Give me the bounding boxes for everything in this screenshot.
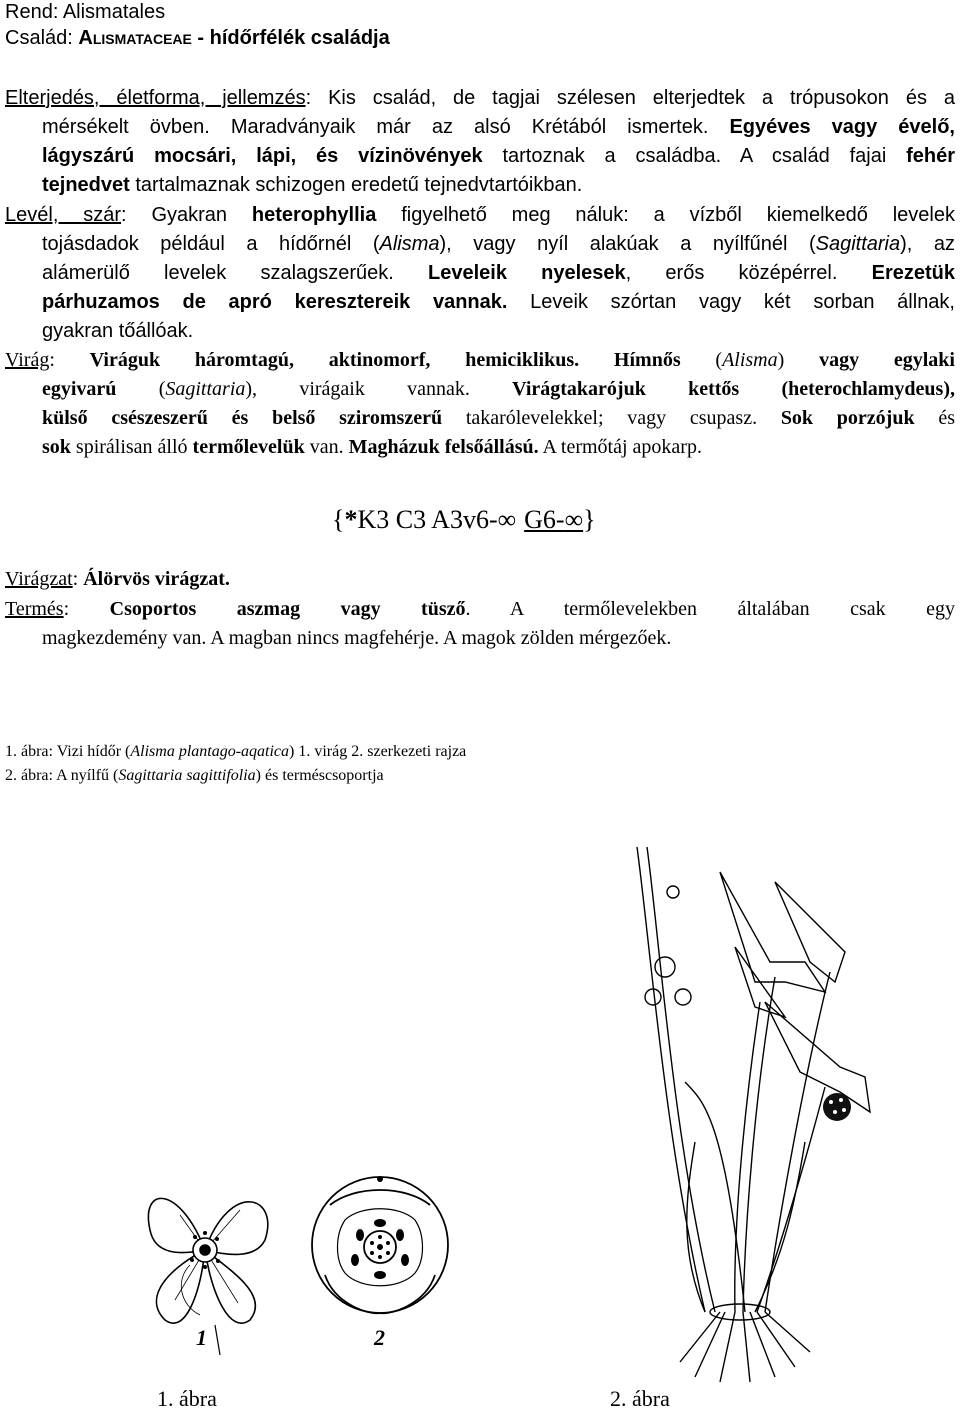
leaf-text-3d: Erezetük xyxy=(871,262,955,284)
infinity-icon: ∞ xyxy=(564,505,584,534)
distribution-text-3a: lágyszárú mocsári, lápi, és vízinövények xyxy=(42,145,483,167)
figure-caption-1: 1. ábra xyxy=(157,1386,217,1411)
flower-text-1c: ( xyxy=(680,349,723,371)
flower-line-1: Virág: Viráguk háromtagú, aktinomorf, hemiciklikus. Hímnős (Alisma) vagy egylaki xyxy=(5,349,955,371)
flower-heading: Virág xyxy=(5,349,50,371)
inflorescence-value: Álörvös virágzat. xyxy=(83,568,230,590)
distribution-line-3 xyxy=(42,144,955,168)
leaf-text-2e: ), az xyxy=(900,233,955,255)
order-label: Rend: xyxy=(5,1,59,23)
flower-line-2 xyxy=(42,377,955,401)
leaf-text-1c: figyelhető meg náluk: a vízből kiemelkedő levelek xyxy=(376,204,955,226)
flower-text-4e: Magházuk felsőállású. xyxy=(348,436,539,458)
fruit-text-2: magkezdemény van. A magban nincs magfehérje. A magok zölden mérgezőek. xyxy=(42,627,672,649)
figure-caption-2: 2. ábra xyxy=(610,1386,670,1411)
leaf-text-5: gyakran tőállóak. xyxy=(42,320,194,342)
flower-text-1a: Viráguk háromtagú, aktinomorf, hemiciklikus. xyxy=(89,349,580,371)
leaf-line-4 xyxy=(42,290,955,314)
sagittaria-plant-drawing xyxy=(625,842,885,1387)
leaf-text-1b: heterophyllia xyxy=(251,204,377,226)
distribution-text-3b: tartoznak a családba. A család fajai xyxy=(482,145,907,167)
family-label: Család: xyxy=(5,27,73,49)
leaf-line-2 xyxy=(42,232,955,256)
flower-text-4f: A termőtáj apokarp. xyxy=(538,436,702,458)
alisma-floral-diagram xyxy=(300,1165,460,1325)
legend-2-a: 2. ábra: A nyílfű ( xyxy=(5,767,119,784)
actinomorph-star-icon: * xyxy=(344,505,358,534)
legend-2-b: Sagittaria sagittifolia xyxy=(118,767,256,784)
distribution-text-3c: fehér xyxy=(906,145,955,167)
flower-text-2a: egyivarú xyxy=(42,378,117,400)
legend-1-c: ) 1. virág 2. szerkezeti rajza xyxy=(289,743,467,760)
flower-line-4 xyxy=(42,435,702,459)
family-suffix: - hídőrfélék családja xyxy=(191,27,390,49)
legend-2-c: ) és terméscsoportja xyxy=(255,767,384,784)
drawing-label-1: 1 xyxy=(196,1325,207,1350)
flower-text-2b: ( xyxy=(116,378,166,400)
leaf-text-3b: Leveleik nyelesek xyxy=(428,262,626,284)
leaf-text-2d: Sagittaria xyxy=(815,233,901,255)
leaf-text-4b: Leveik szórtan vagy két sorban állnak, xyxy=(507,291,955,313)
alisma-flower-drawing xyxy=(120,1155,295,1360)
leaf-text-3a: alámerülő levelek szalagszerűek. xyxy=(42,262,429,284)
order-value: Alismatales xyxy=(62,1,166,23)
leaf-text-3c: , erős középérrel. xyxy=(625,262,872,284)
leaf-text-2c: ), vagy nyíl alakúak a nyílfűnél ( xyxy=(439,233,816,255)
leaf-text-2a: tojásdadok például a hídőrnél ( xyxy=(42,233,380,255)
fruit-text-1b: . A termőlevelekben általában csak egy xyxy=(465,598,955,620)
inflorescence-line: Virágzat: Álörvös virágzat. xyxy=(5,568,230,590)
figure-legend-2 xyxy=(5,766,384,786)
distribution-line-1: Elterjedés, életforma, jellemzés: Kis család, de tagjai szélesen elterjedtek a trópusokon és a xyxy=(5,87,955,109)
fruit-text-1a: Csoportos aszmag vagy tüsző xyxy=(109,598,466,620)
formula-gynoecium xyxy=(524,505,583,534)
distribution-text-2b: Egyéves vagy évelő, xyxy=(729,116,955,138)
leaf-text-4a: párhuzamos de apró keresztereik vannak. xyxy=(42,291,508,313)
fruit-line-2 xyxy=(42,626,671,650)
infinity-icon: ∞ xyxy=(497,505,517,534)
order-line xyxy=(5,0,165,24)
leaf-heading: Levél, szár xyxy=(5,204,122,226)
family-name: Alismataceae xyxy=(78,27,192,49)
fruit-heading: Termés xyxy=(5,598,64,620)
flower-line-3 xyxy=(42,406,955,430)
inflorescence-heading: Virágzat xyxy=(5,568,73,590)
fruit-line-1: Termés: Csoportos aszmag vagy tüsző. A termőlevelekben általában csak egy xyxy=(5,598,955,620)
flower-text-2e: Virágtakarójuk kettős (heterochlamydeus), xyxy=(512,378,955,400)
formula-g: G6- xyxy=(524,505,565,534)
figure-legend-1 xyxy=(5,742,466,762)
flower-text-3b: takarólevelekkel; vagy csupasz. xyxy=(442,407,781,429)
flower-text-4d: van. xyxy=(304,436,349,458)
flower-text-2d: ), virágaik vannak. xyxy=(245,378,513,400)
flower-text-3a: külső csészeszerű és belső sziromszerű xyxy=(42,407,443,429)
leaf-text-2b: Alisma xyxy=(379,233,440,255)
flower-text-3d: és xyxy=(914,407,955,429)
flower-text-3c: Sok porzójuk xyxy=(780,407,915,429)
floral-formula xyxy=(332,504,596,536)
flower-text-2c: Sagittaria xyxy=(165,378,246,400)
flower-text-4a: sok xyxy=(42,436,71,458)
formula-kca: K3 C3 A3v6- xyxy=(357,505,498,534)
distribution-line-2 xyxy=(42,115,955,139)
flower-text-4b: spirálisan álló xyxy=(70,436,193,458)
distribution-text-1: Kis család, de tagjai szélesen elterjedtek a trópusokon és a xyxy=(328,87,955,109)
flower-text-1b: Hímnős xyxy=(613,349,681,371)
formula-close-brace: } xyxy=(583,505,596,534)
leaf-line-3 xyxy=(42,261,955,285)
drawing-label-2: 2 xyxy=(374,1325,385,1350)
leaf-line-1: Levél, szár: Gyakran heterophyllia figyelhető meg náluk: a vízből kiemelkedő levelek xyxy=(5,204,955,226)
formula-open-brace: { xyxy=(332,505,345,534)
flower-text-1d: Alisma xyxy=(722,349,778,371)
distribution-text-4a: tejnedvet xyxy=(42,174,130,196)
distribution-line-4 xyxy=(42,173,582,197)
legend-1-b: Alisma plantago-aqatica xyxy=(130,743,290,760)
legend-1-a: 1. ábra: Vizi hídőr ( xyxy=(5,743,131,760)
distribution-text-2a: mérsékelt övben. Maradványaik már az alsó Krétából ismertek. xyxy=(42,116,730,138)
flower-text-1e: ) xyxy=(777,349,820,371)
distribution-heading: Elterjedés, életforma, jellemzés xyxy=(5,87,306,109)
flower-text-4c: termőlevelük xyxy=(192,436,305,458)
flower-text-1f: vagy egylaki xyxy=(819,349,955,371)
leaf-line-5 xyxy=(42,319,193,343)
family-line xyxy=(5,26,390,50)
distribution-text-4b: tartalmaznak schizogen eredetű tejnedvtartóikban. xyxy=(129,174,583,196)
leaf-text-1a: Gyakran xyxy=(151,204,252,226)
